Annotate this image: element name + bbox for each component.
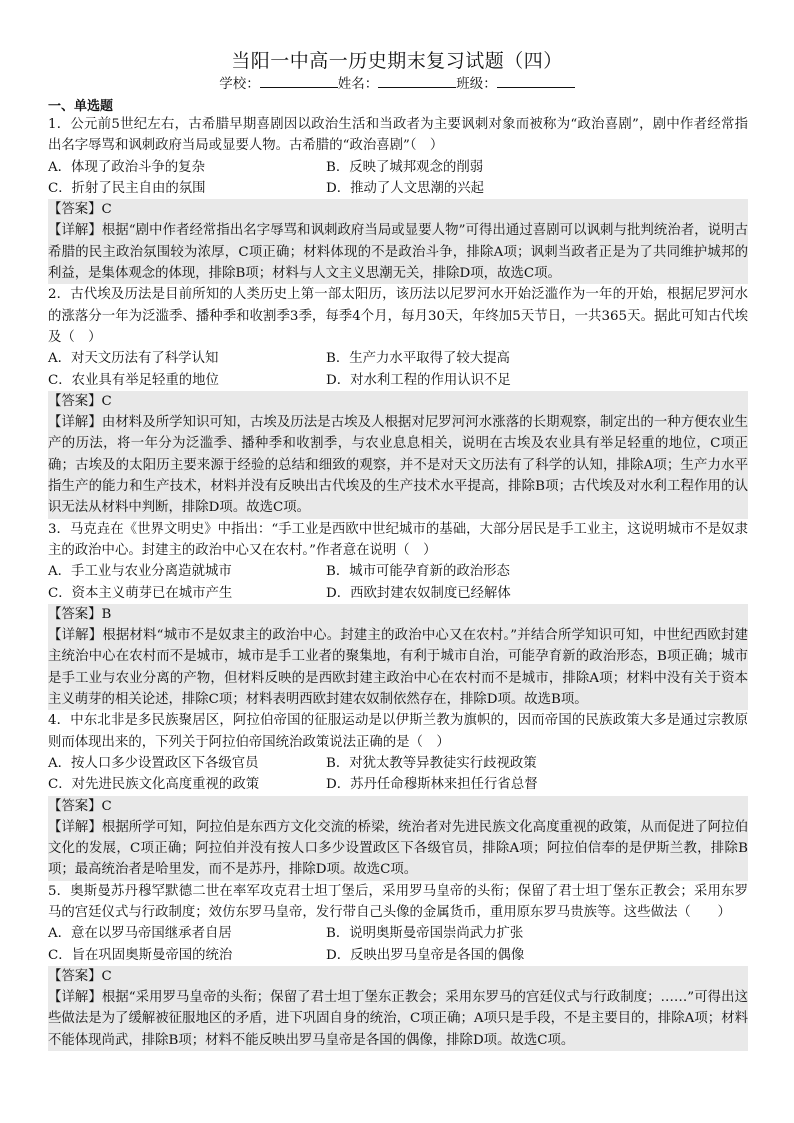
option-list [48,561,748,604]
option-a[interactable]: A．意在以罗马帝国继承者自居 [48,926,232,942]
option-a[interactable]: A．对天文历法有了科学认知 [48,351,219,367]
option-b[interactable]: B．对犹太教等异教徒实行歧视政策 [326,755,537,771]
option-d[interactable]: D．西欧封建农奴制度已经解体 [326,585,511,601]
option-d[interactable]: D．反映出罗马皇帝是各国的偶像 [326,947,525,963]
option-c[interactable]: C．对先进民族文化高度重视的政策 [48,777,260,793]
school-label: 学校： [219,76,260,92]
option-list [48,753,748,796]
option-list [48,923,748,966]
answer-line: 【答案】C [48,796,748,817]
question-stem: 5．奥斯曼苏丹穆罕默德二世在率军攻克君士坦丁堡后，采用罗马皇帝的头衔；保留了君士坦丁堡东正教会；采用东罗马的宫廷仪式与行政制度；效仿东罗马皇帝，发行带自己头像的金属货币，重用原东罗马贵族等。这些做法（ ） [48,883,748,920]
option-c[interactable]: C．折射了民主自由的氛围 [48,180,206,196]
option-list [48,348,748,391]
explanation-text: 【详解】由材料及所学知识可知，古埃及历法是古埃及人根据对尼罗河河水涨落的长期观察，制定出的一种方便农业生产的历法，将一年分为泛滥季、播种季和收割季，与农业息息相关，说明在古埃及农业具有举足轻重的地位，C项正确；古埃及的太阳历主要来源于经验的总结和细致的观察，并不是对天文历法有了科学的认知，排除A项；生产力水平指生产的能力和生产技术，材料并没有反映出古代埃及的生产技术水平提高，排除B项；古代埃及对水利工程作用的认识无法从材料中判断，排除D项。故选C项。 [48,415,748,516]
option-b[interactable]: B．生产力水平取得了较大提高 [326,351,510,367]
explanation-text: 【详解】根据所学可知，阿拉伯是东西方文化交流的桥梁，统治者对先进民族文化高度重视的政策，从而促进了阿拉伯文化的发展，C项正确；阿拉伯并没有按人口多少设置政区下各级官员，排除A项；阿拉伯信奉的是伊斯兰教，排除B项；最高统治者是哈里发，而不是苏丹，排除D项。故选C项。 [48,819,748,878]
option-d[interactable]: D．对水利工程的作用认识不足 [326,372,511,388]
explanation [48,220,748,284]
explanation [48,817,748,881]
class-label: 班级： [456,76,497,92]
answer-line: 【答案】B [48,604,748,625]
option-a[interactable]: A．按人口多少设置政区下各级官员 [48,755,259,771]
class-blank[interactable] [497,73,575,88]
answer-line: 【答案】C [48,391,748,412]
question-5 [48,881,748,1051]
option-b[interactable]: B．城市可能孕育新的政治形态 [326,564,510,580]
question-stem: 2．古代埃及历法是目前所知的人类历史上第一部太阳历，该历法以尼罗河水开始泛滥作为一年的开始，根据尼罗河水的涨落分一年为泛滥季、播种季和收割季3季，每季4个月，每月30天，年终加5天节日，一共365天。据此可知古代埃及（ ） [48,287,748,345]
student-info-line [0,72,794,92]
explanation [48,625,748,710]
question-list [48,114,748,1051]
section-heading: 一、单选题 [48,99,114,114]
question-2 [48,284,748,518]
name-label: 姓名： [337,76,379,92]
explanation-text: 【详解】根据“剧中作者经常指出名字辱骂和讽刺政府当局或显要人物”可得出通过喜剧可以讽刺与批判统治者，说明古希腊的民主政治氛围较为浓厚，C项正确；材料体现的不是政治斗争，排除A项；讽刺当政者正是为了共同维护城邦的利益，是集体观念的体现，排除B项；材料与人文主义思潮无关，排除D项，故选C项。 [48,223,748,282]
question-4 [48,710,748,880]
question-1 [48,114,748,284]
page-title: 当阳一中高一历史期末复习试题（四） [231,50,563,72]
name-blank[interactable] [378,73,456,88]
answer-line: 【答案】C [48,966,748,987]
explanation-text: 【详解】根据材料“城市不是奴隶主的政治中心。封建主的政治中心又在农村。”并结合所学知识可知，中世纪西欧封建主统治中心在农村而不是城市，城市是手工业者的聚集地，有利于城市自治，可能孕育新的政治形态，B项正确；城市是手工业与农业分离的产物，但材料反映的是西欧封建主政治中心在农村而不是城市，排除A项；材料中没有关于资本主义萌芽的相关论述，排除C项；材料表明西欧封建农奴制依然存在，排除D项。故选B项。 [48,628,748,708]
option-a[interactable]: A．手工业与农业分离造就城市 [48,564,232,580]
option-b[interactable]: B．说明奥斯曼帝国崇尚武力扩张 [326,926,524,942]
school-blank[interactable] [260,73,338,88]
option-c[interactable]: C．旨在巩固奥斯曼帝国的统治 [48,947,233,963]
option-b[interactable]: B．反映了城邦观念的削弱 [326,159,484,175]
option-c[interactable]: C．资本主义萌芽已在城市产生 [48,585,233,601]
option-d[interactable]: D．推动了人文思潮的兴起 [326,180,485,196]
answer-line: 【答案】C [48,199,748,220]
explanation [48,987,748,1051]
explanation-text: 【详解】根据“采用罗马皇帝的头衔；保留了君士坦丁堡东正教会；采用东罗马的宫廷仪式与行政制度；……”可得出这些做法是为了缓解被征服地区的矛盾，进下巩固自身的统治，C项正确；A项只是手段，不是主要目的，排除A项；材料不能体现尚武，排除B项；材料不能反映出罗马皇帝是各国的偶像，排除D项。故选C项。 [48,990,748,1048]
option-a[interactable]: A．体现了政治斗争的复杂 [48,159,205,175]
question-stem: 1．公元前5世纪左右，古希腊早期喜剧因以政治生活和当政者为主要讽刺对象而被称为“政治喜剧”，剧中作者经常指出名字辱骂和讽刺政府当局或显要人物。古希腊的“政治喜剧”（ ） [48,117,748,154]
question-stem: 3．马克垚在《世界文明史》中指出：“手工业是西欧中世纪城市的基础，大部分居民是手工业主，这说明城市不是奴隶主的政治中心。封建主的政治中心又在农村。”作者意在说明（ ） [48,521,748,558]
question-stem: 4．中东北非是多民族聚居区，阿拉伯帝国的征服运动是以伊斯兰教为旗帜的，因而帝国的民族政策大多是通过宗教原则而体现出来的，下列关于阿拉伯帝国统治政策说法正确的是（ ） [48,713,748,750]
explanation [48,412,748,518]
option-d[interactable]: D．苏丹任命穆斯林来担任行省总督 [326,777,538,793]
question-3 [48,519,748,711]
option-list [48,157,748,200]
option-c[interactable]: C．农业具有举足轻重的地位 [48,372,219,388]
